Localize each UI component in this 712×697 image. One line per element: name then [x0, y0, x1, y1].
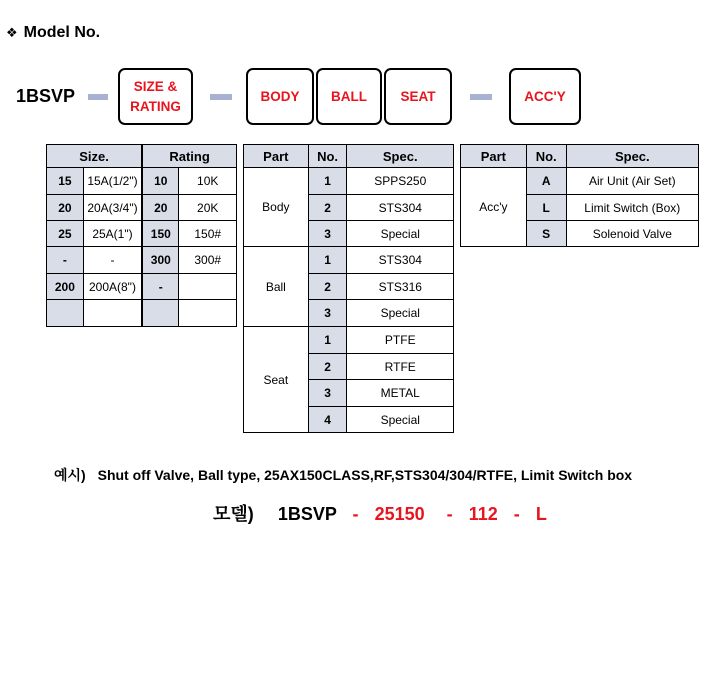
- rating-value: 10K: [179, 168, 237, 195]
- body-box-label: BODY: [260, 88, 300, 104]
- parts-table: [243, 144, 454, 433]
- part-no: 1: [308, 247, 347, 274]
- size-rating-line2: RATING: [130, 98, 181, 114]
- size-code: 200: [47, 274, 84, 300]
- size-code: 15: [47, 168, 84, 195]
- part-spec: Special: [347, 221, 454, 247]
- part-spec: Special: [347, 407, 454, 433]
- size-value: 20A(3/4"): [83, 195, 142, 221]
- table-row: [244, 327, 454, 354]
- part-spec: STS316: [347, 274, 454, 300]
- table-row: [244, 247, 454, 274]
- part-no: 1: [308, 168, 347, 195]
- model-prefix-value: 1BSVP: [277, 504, 337, 524]
- section-heading: [6, 24, 100, 42]
- model-sep-2: -: [446, 504, 453, 524]
- rating-code: 300: [142, 247, 179, 274]
- part-acc: Acc'y: [461, 168, 527, 247]
- part-no: 3: [308, 221, 347, 247]
- rating-code: 150: [142, 221, 179, 247]
- size-rating-table: [46, 144, 237, 327]
- part-spec: Special: [347, 300, 454, 327]
- rating-code: 10: [142, 168, 179, 195]
- acc-spec: Limit Switch (Box): [566, 195, 698, 221]
- size-header: Size.: [47, 145, 143, 168]
- acc-spec: Solenoid Valve: [566, 221, 698, 247]
- model-label: 모델): [213, 504, 254, 524]
- size-value: 25A(1"): [83, 221, 142, 247]
- model-material-code: 112: [468, 504, 498, 524]
- seat-box: [384, 68, 452, 125]
- part-no: 2: [308, 354, 347, 380]
- table-row: [47, 300, 237, 327]
- acc-box: [509, 68, 581, 125]
- table-row: [47, 168, 237, 195]
- part-spec: STS304: [347, 247, 454, 274]
- part-no: 4: [308, 407, 347, 433]
- part-spec: STS304: [347, 195, 454, 221]
- model-sep-1: -: [352, 504, 359, 524]
- no-header: No.: [308, 145, 347, 168]
- part-header: Part: [244, 145, 309, 168]
- rating-value: 300#: [179, 247, 237, 274]
- part-spec: PTFE: [347, 327, 454, 354]
- table-row: [47, 274, 237, 300]
- part-seat: Seat: [244, 327, 309, 433]
- table-row: [47, 195, 237, 221]
- part-spec: METAL: [347, 380, 454, 407]
- body-box: [246, 68, 314, 125]
- size-value: 15A(1/2"): [83, 168, 142, 195]
- rating-value: [179, 274, 237, 300]
- size-value: -: [83, 247, 142, 274]
- acc-no-header: No.: [526, 145, 566, 168]
- rating-header: Rating: [142, 145, 236, 168]
- part-no: 1: [308, 327, 347, 354]
- ball-box: [316, 68, 382, 125]
- part-ball: Ball: [244, 247, 309, 327]
- part-no: 2: [308, 195, 347, 221]
- model-sep-3: -: [513, 504, 520, 524]
- acc-spec-header: Spec.: [566, 145, 698, 168]
- rating-value: 20K: [179, 195, 237, 221]
- part-no: 3: [308, 380, 347, 407]
- size-code: 20: [47, 195, 84, 221]
- size-value: [83, 300, 142, 327]
- part-spec: SPPS250: [347, 168, 454, 195]
- rating-code: [142, 300, 179, 327]
- model-result: [213, 500, 547, 526]
- model-acc-code: L: [535, 504, 547, 524]
- size-rating-box: [118, 68, 193, 125]
- dash-3: [470, 94, 492, 100]
- table-row: [47, 221, 237, 247]
- dash-1: [88, 94, 108, 100]
- example-line: [54, 465, 632, 485]
- size-code: [47, 300, 84, 327]
- rating-code: -: [142, 274, 179, 300]
- model-size-rating-code: 25150: [374, 504, 425, 524]
- acc-table: [460, 144, 699, 247]
- size-value: 200A(8"): [83, 274, 142, 300]
- seat-box-label: SEAT: [400, 88, 436, 104]
- example-label: 예시): [54, 467, 86, 483]
- table-row: [461, 168, 699, 195]
- part-body: Body: [244, 168, 309, 247]
- acc-part-header: Part: [461, 145, 527, 168]
- model-prefix: 1BSVP: [16, 86, 76, 106]
- acc-no: L: [526, 195, 566, 221]
- table-row: [244, 168, 454, 195]
- rating-value: 150#: [179, 221, 237, 247]
- example-text: Shut off Valve, Ball type, 25AX150CLASS,RF,STS304/304/RTFE, Limit Switch box: [97, 467, 633, 483]
- size-rating-line1: SIZE &: [133, 78, 178, 94]
- diamond-bullet-icon: ❖: [6, 25, 18, 40]
- dash-2: [210, 94, 232, 100]
- spec-header: Spec.: [347, 145, 454, 168]
- size-code: 25: [47, 221, 84, 247]
- table-row: [47, 247, 237, 274]
- acc-box-label: ACC'Y: [524, 88, 566, 104]
- section-title: Model No.: [23, 24, 101, 41]
- acc-no: S: [526, 221, 566, 247]
- part-no: 2: [308, 274, 347, 300]
- ball-box-label: BALL: [331, 88, 367, 104]
- rating-value: [179, 300, 237, 327]
- size-code: -: [47, 247, 84, 274]
- acc-spec: Air Unit (Air Set): [566, 168, 698, 195]
- acc-no: A: [526, 168, 566, 195]
- part-spec: RTFE: [347, 354, 454, 380]
- rating-code: 20: [142, 195, 179, 221]
- part-no: 3: [308, 300, 347, 327]
